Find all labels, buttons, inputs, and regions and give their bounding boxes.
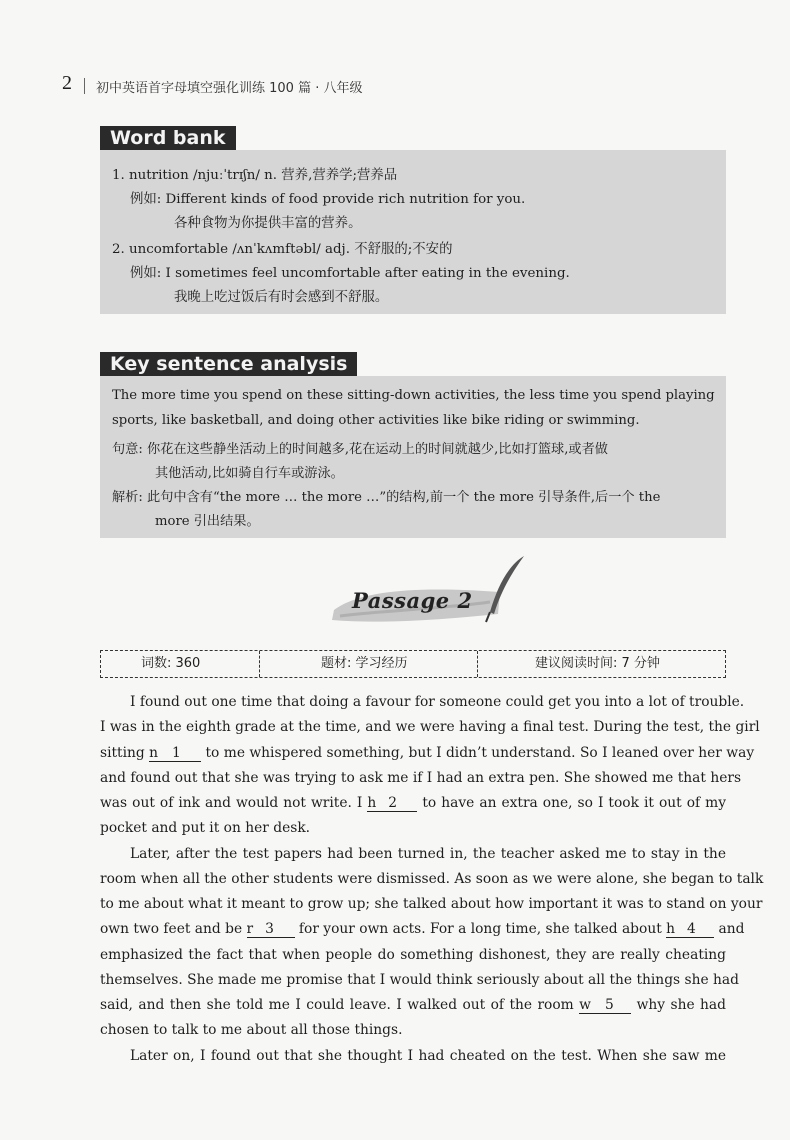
table-divider [259,651,260,677]
page-header [62,74,742,98]
word-bank-box [100,150,726,314]
passage-line: I found out one time that doing a favour for someone could get you into a lot of trouble. [130,694,745,710]
topic: 题材: 学习经历 [321,656,408,671]
passage-line: room when all the other students were dismissed. As soon as we were alone, she began to talk [100,871,764,887]
word-entry-2: 2. uncomfortable /ʌnˈkʌmftəbl/ adj. 不舒服的;不安的 [112,242,453,257]
key-sentence-box [100,376,726,538]
passage-title: Passage 2 [352,588,473,613]
word-translation-2: 我晚上吃过饭后有时会感到不舒服。 [174,290,389,305]
passage-line: I was in the eighth grade at the time, and we were having a final test. During the test, the girl [100,719,760,735]
sentence-meaning-cont: 其他活动,比如骑自行车或游泳。 [155,466,344,481]
blank-1[interactable]: n 1 [149,745,201,762]
word-example-1: 例如: Different kinds of food provide rich nutrition for you. [130,192,526,207]
blank-3[interactable]: r 3 [247,921,295,938]
passage-line: emphasized the fact that when people do something dishonest, they are really cheating [100,947,726,963]
passage-line: said, and then she told me I could leave. I walked out of the room w 5 why she had [100,997,726,1013]
blank-4[interactable]: h 4 [666,921,714,938]
passage-line: pocket and put it on her desk. [100,820,311,836]
reading-time: 建议阅读时间: 7 分钟 [535,656,660,671]
book-title: 初中英语首字母填空强化训练 100 篇 · 八年级 [96,81,363,96]
word-entry-1: 1. nutrition /njuːˈtrɪʃn/ n. 营养,营养学;营养品 [112,168,398,183]
passage-line: Later on, I found out that she thought I had cheated on the test. When she saw me [130,1048,726,1064]
passage-line: themselves. She made me promise that I would think seriously about all the things she had [100,972,739,988]
passage-line: Later, after the test papers had been turned in, the teacher asked me to stay in the [130,846,726,862]
blank-5[interactable]: w 5 [579,997,631,1014]
sentence-analysis-cont: more 引出结果。 [155,514,260,529]
page-number: 2 [62,72,72,94]
table-divider [477,651,478,677]
word-example-2: 例如: I sometimes feel uncomfortable after eating in the evening. [130,266,570,281]
word-bank-label: Word bank [100,126,236,150]
quill-icon [480,554,530,624]
passage-line: and found out that she was trying to ask me if I had an extra pen. She showed me that hers [100,770,742,786]
header-divider [84,78,85,94]
key-sentence-line: sports, like basketball, and doing other activities like bike riding or swimming. [112,413,640,428]
passage-line: sitting n 1 to me whispered something, but I didn’t understand. So I leaned over her way [100,745,755,761]
word-count: 词数: 360 [141,656,201,671]
passage-heading [330,560,530,630]
passage-info-table [100,650,726,678]
key-sentence-label: Key sentence analysis [100,352,357,376]
sentence-meaning: 句意: 你花在这些静坐活动上的时间越多,花在运动上的时间就越少,比如打篮球,或者做 [112,442,608,457]
passage-line: was out of ink and would not write. I h 2 to have an extra one, so I took it out of my [100,795,726,811]
passage-line: chosen to talk to me about all those things. [100,1022,403,1038]
blank-2[interactable]: h 2 [367,795,417,812]
key-sentence-line: The more time you spend on these sitting-down activities, the less time you spend playing [112,388,715,403]
sentence-analysis: 解析: 此句中含有“the more … the more …”的结构,前一个 the more 引导条件,后一个 the [112,490,661,505]
passage-line: own two feet and be r 3 for your own acts. For a long time, she talked about h 4 and [100,921,745,937]
word-translation-1: 各种食物为你提供丰富的营养。 [174,216,362,231]
passage-line: to me about what it meant to grow up; she talked about how important it was to stand on your [100,896,763,912]
